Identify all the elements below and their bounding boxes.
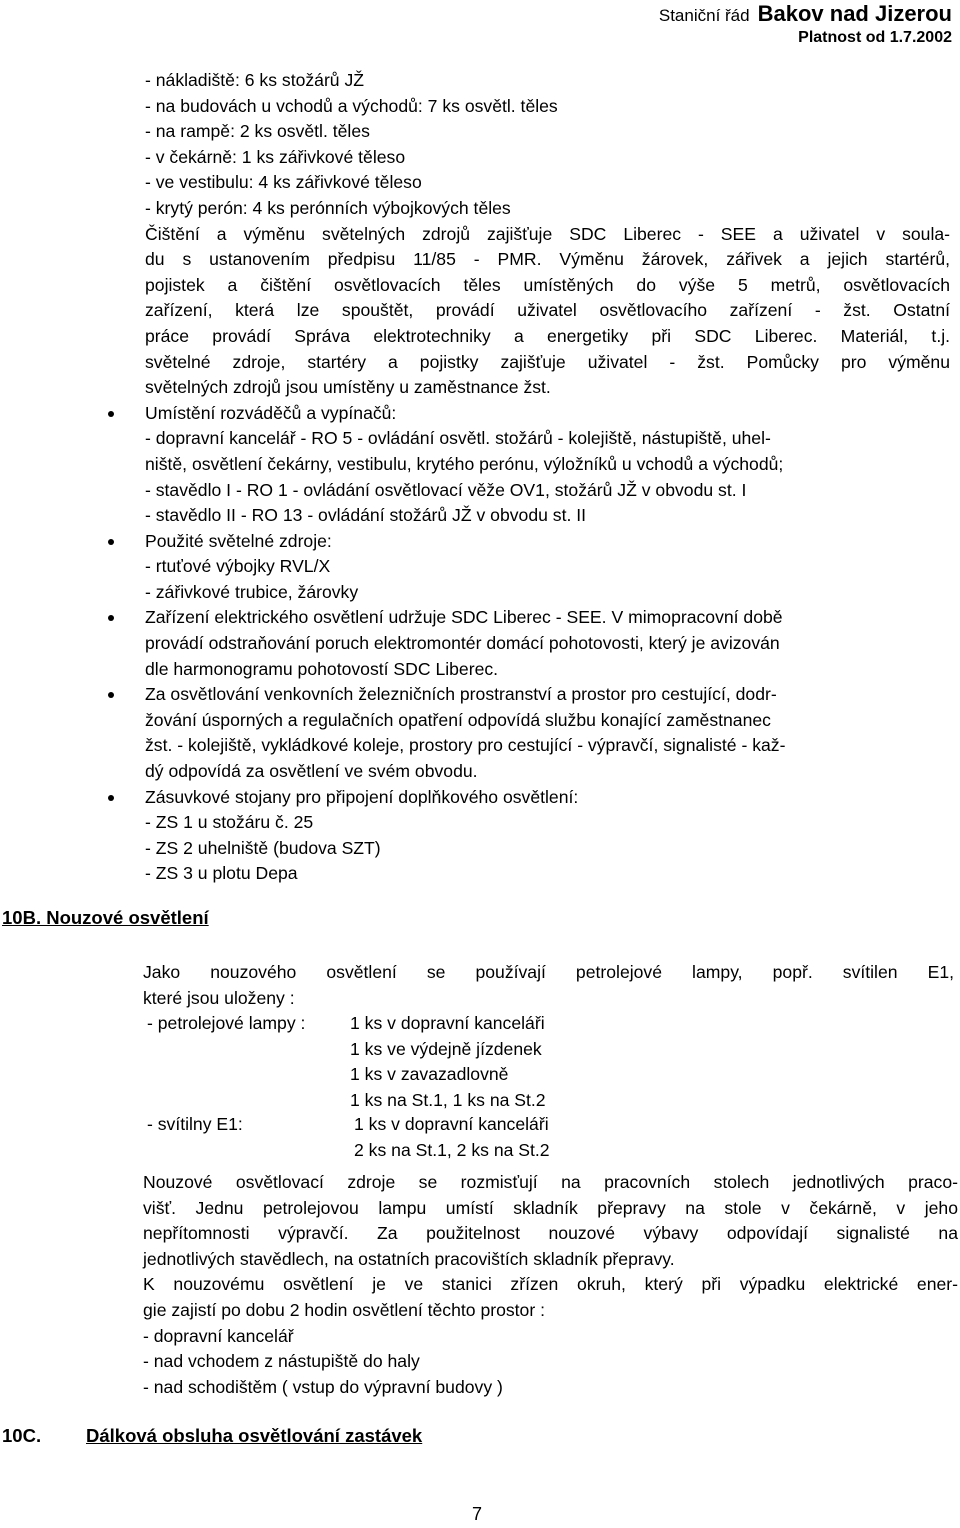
text-line: pojistek a čištění osvětlovacích těles umístěných do výše 5 metrů, osvětlovacích xyxy=(145,274,950,295)
text-line: - nad schodištěm ( vstup do výpravní budovy ) xyxy=(143,1376,503,1397)
list-item: 1 ks v dopravní kanceláři xyxy=(350,1013,545,1033)
lighting-list-block xyxy=(145,68,950,887)
document-label: Staniční řád xyxy=(658,6,750,25)
bullet-item: Zařízení elektrického osvětlení udržuje SDC Liberec - SEE. V mimopracovní době xyxy=(145,605,950,631)
page-header xyxy=(659,2,952,48)
text-line: nepřítomnosti výpravčí. Za použitelnost nouzové výbavy odpovídají signalisté na xyxy=(143,1223,958,1244)
text-line: jednotlivých stavědlech, na ostatních pracovištích skladník přepravy. xyxy=(143,1248,675,1269)
text-line: - nákladiště: 6 ks stožárů JŽ xyxy=(145,70,365,90)
emergency-intro xyxy=(143,960,954,1011)
list-item: 1 ks v dopravní kanceláři xyxy=(354,1114,549,1134)
emergency-paragraph xyxy=(143,1170,958,1400)
list-item: 1 ks na St.1, 1 ks na St.2 xyxy=(350,1089,546,1110)
text-line: dle harmonogramu pohotovostí SDC Liberec. xyxy=(145,658,499,679)
text-line: - na rampě: 2 ks osvětl. těles xyxy=(145,121,370,142)
text-line: višť. Jednu petrolejovou lampu umístí skladník přepravy na stole v čekárně, v jeho xyxy=(143,1197,958,1218)
text-line: - v čekárně: 1 ks zářivkové těleso xyxy=(145,146,406,167)
validity-date: Platnost od 1.7.2002 xyxy=(798,29,952,46)
text-line: - stavědlo II - RO 13 - ovládání stožárů JŽ v obvodu st. II xyxy=(145,505,587,526)
section-number-10c: 10C. xyxy=(2,1425,42,1446)
text-line: Čištění a výměnu světelných zdrojů zajišťuje SDC Liberec - SEE a uživatel v soula- xyxy=(145,223,950,244)
text-line: niště, osvětlení čekárny, vestibulu, krytého perónu, výložníků u vchodů a východů; xyxy=(145,453,784,474)
section-heading-10c: Dálková obsluha osvětlování zastávek xyxy=(86,1425,423,1446)
text-line: du s ustanovením předpisu 11/85 - PMR. Výměnu žárovek, zářivek a jejich startérů, xyxy=(145,249,950,270)
text-line: - zářivkové trubice, žárovky xyxy=(145,581,359,602)
lamps-label: - petrolejové lampy : xyxy=(147,1013,306,1033)
text-line: - krytý perón: 4 ks perónních výbojkových těles xyxy=(145,197,511,218)
text-line: dý odpovídá za osvětlení ve svém obvodu. xyxy=(145,761,478,782)
text-line: - ZS 1 u stožáru č. 25 xyxy=(145,812,314,833)
text-line: světelných zdrojů jsou umístěny u zaměstnance žst. xyxy=(145,377,551,398)
list-item: 1 ks ve výdejně jízdenek xyxy=(350,1038,542,1059)
text-line: gie zajistí po dobu 2 hodin osvětlení těchto prostor : xyxy=(143,1299,545,1320)
text-line: Nouzové osvětlovací zdroje se rozmisťují na pracovních stolech jednotlivých praco- xyxy=(143,1172,958,1192)
text-line: světelné zdroje, startéry a pojistky zajišťuje uživatel - žst. Pomůcky pro výměnu xyxy=(145,351,950,372)
lamps-list xyxy=(350,1011,546,1113)
text-line: zařízení, která lze spouštět, provádí uživatel osvětlovacího zařízení - žst. Ostatní xyxy=(145,300,950,321)
station-name: Bakov nad Jizerou xyxy=(757,1,952,26)
text-line: žst. - kolejiště, vykládkové koleje, prostory pro cestující - výpravčí, signalisté - kaž- xyxy=(145,735,786,756)
section-heading-10b: 10B. Nouzové osvětlení xyxy=(2,907,209,928)
bullet-item: Za osvětlování venkovních železničních prostranství a prostor pro cestující, dodr- xyxy=(145,682,950,708)
bullet-item: Zásuvkové stojany pro připojení doplňkového osvětlení: xyxy=(145,785,950,811)
text-line: které jsou uloženy : xyxy=(143,987,295,1008)
bullet-item: Umístění rozváděčů a vypínačů: xyxy=(145,401,950,427)
text-line: - dopravní kancelář xyxy=(143,1325,294,1346)
text-line: - na budovách u vchodů a východů: 7 ks osvětl. těles xyxy=(145,95,558,116)
list-item: 2 ks na St.1, 2 ks na St.2 xyxy=(354,1139,550,1160)
text-line: provádí odstraňování poruch elektromontér domácí pohotovosti, který je avizován xyxy=(145,633,780,654)
text-line: žování úsporných a regulačních opatření odpovídá službu konající zaměstnanec xyxy=(145,709,771,730)
e1-label: - svítilny E1: xyxy=(147,1114,243,1134)
text-line: K nouzovému osvětlení je ve stanici zřízen okruh, který při výpadku elektrické ener- xyxy=(143,1274,958,1295)
e1-list xyxy=(354,1112,550,1163)
bullet-item: Použité světelné zdroje: xyxy=(145,529,950,555)
list-item: 1 ks v zavazadlovně xyxy=(350,1064,509,1085)
text-line: - nad vchodem z nástupiště do haly xyxy=(143,1351,420,1372)
text-line: Jako nouzového osvětlení se používají petrolejové lampy, popř. svítilen E1, xyxy=(143,962,954,982)
text-line: - ZS 2 uhelniště (budova SZT) xyxy=(145,837,381,858)
text-line: - dopravní kancelář - RO 5 - ovládání osvětl. stožárů - kolejiště, nástupiště, uhel- xyxy=(145,428,771,449)
text-line: práce provádí Správa elektrotechniky a energetiky při SDC Liberec. Materiál, t.j. xyxy=(145,325,950,346)
text-line: - stavědlo I - RO 1 - ovládání osvětlovací věže OV1, stožárů JŽ v obvodu st. I xyxy=(145,479,747,500)
text-line: - ZS 3 u plotu Depa xyxy=(145,863,298,884)
text-line: - rtuťové výbojky RVL/X xyxy=(145,556,331,577)
page-number: 7 xyxy=(472,1504,483,1524)
text-line: - ve vestibulu: 4 ks zářivkové těleso xyxy=(145,172,422,193)
